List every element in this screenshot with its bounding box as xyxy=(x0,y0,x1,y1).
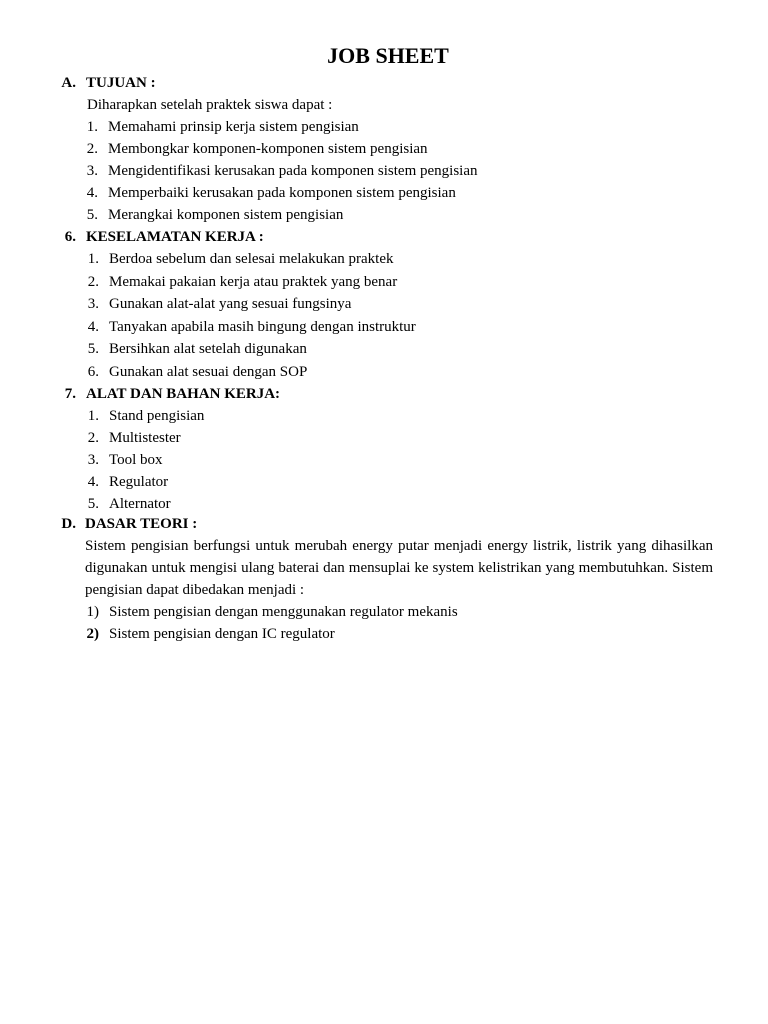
section-intro: Diharapkan setelah praktek siswa dapat : xyxy=(87,97,333,113)
section-marker: 6. xyxy=(64,229,76,245)
list-text: Gunakan alat sesuai dengan SOP xyxy=(109,363,308,380)
list-number: 1. xyxy=(87,408,99,424)
section-title: TUJUAN : xyxy=(86,75,156,91)
list-number: 2. xyxy=(86,141,98,157)
list-number: 4. xyxy=(87,474,99,490)
list-text: Merangkai komponen sistem pengisian xyxy=(108,207,344,223)
list-number: 1. xyxy=(87,251,99,267)
list-text: Sistem pengisian dengan IC regulator xyxy=(109,626,335,642)
section-dasar-teori xyxy=(0,513,768,645)
list-number: 5. xyxy=(87,341,99,358)
list-number: 1) xyxy=(86,604,99,620)
list-text: Mengidentifikasi kerusakan pada komponen sistem pengisian xyxy=(108,163,478,179)
section-marker: 7. xyxy=(64,386,76,402)
list-item xyxy=(0,138,768,160)
list-number: 6. xyxy=(87,363,99,380)
list-item xyxy=(0,248,768,271)
section-heading xyxy=(0,226,768,248)
list-number: 2. xyxy=(87,273,99,290)
list-item xyxy=(0,427,768,449)
list-item xyxy=(0,361,768,384)
list-item xyxy=(0,601,768,623)
list-item xyxy=(0,116,768,138)
section-keselamatan-kerja xyxy=(0,226,768,384)
list-item xyxy=(0,271,768,294)
list-text: Memakai pakaian kerja atau praktek yang benar xyxy=(109,273,398,290)
list-item xyxy=(0,293,768,316)
list-item xyxy=(0,316,768,339)
section-paragraph: Sistem pengisian berfungsi untuk merubah energy putar menjadi energy listrik, listrik yang dihasilkan digunakan untuk mengisi ulang baterai dan mensuplai ke system kelistrikan yang membutuhkan. Sistem pengisian dapat dibedakan menjadi : xyxy=(85,538,713,598)
section-title: DASAR TEORI : xyxy=(85,516,198,532)
section-marker: A. xyxy=(61,75,76,91)
list-text: Multistester xyxy=(109,430,181,446)
section-title: KESELAMATAN KERJA : xyxy=(86,229,264,245)
list-text: Tool box xyxy=(109,452,163,468)
list-item xyxy=(0,160,768,182)
list-item xyxy=(0,449,768,471)
list-number: 5. xyxy=(86,207,98,223)
section-title: ALAT DAN BAHAN KERJA: xyxy=(86,386,281,402)
list-number: 3. xyxy=(87,452,99,468)
section-heading xyxy=(0,383,768,405)
list-item xyxy=(0,204,768,226)
list-item xyxy=(0,405,768,427)
list-text: Tanyakan apabila masih bingung dengan instruktur xyxy=(109,318,416,335)
list-number: 5. xyxy=(87,496,99,512)
list-number: 4. xyxy=(87,318,99,335)
list-text: Gunakan alat-alat yang sesuai fungsinya xyxy=(109,296,352,313)
list-number: 3. xyxy=(86,163,98,179)
section-alat-dan-bahan xyxy=(0,383,768,515)
list-text: Berdoa sebelum dan selesai melakukan praktek xyxy=(109,251,394,267)
list-item xyxy=(0,471,768,493)
list-item xyxy=(0,338,768,361)
list-item xyxy=(0,182,768,204)
section-heading xyxy=(0,72,768,94)
list-text: Regulator xyxy=(109,474,169,490)
list-number: 2. xyxy=(87,430,99,446)
list-text: Bersihkan alat setelah digunakan xyxy=(109,341,307,358)
list-text: Alternator xyxy=(109,496,171,512)
list-text: Memahami prinsip kerja sistem pengisian xyxy=(108,119,359,135)
list-number: 4. xyxy=(86,185,98,201)
section-tujuan xyxy=(0,72,768,226)
list-number: 1. xyxy=(86,119,98,135)
list-text: Sistem pengisian dengan menggunakan regulator mekanis xyxy=(109,604,458,620)
section-marker: D. xyxy=(61,516,76,532)
list-text: Stand pengisian xyxy=(109,408,205,424)
list-text: Memperbaiki kerusakan pada komponen sistem pengisian xyxy=(108,185,456,201)
list-number: 2) xyxy=(86,626,99,642)
page-title: JOB SHEET xyxy=(327,43,449,68)
list-item xyxy=(0,623,768,645)
section-heading xyxy=(0,513,768,535)
list-item xyxy=(0,493,768,515)
list-number: 3. xyxy=(87,296,99,313)
list-text: Membongkar komponen-komponen sistem pengisian xyxy=(108,141,428,157)
